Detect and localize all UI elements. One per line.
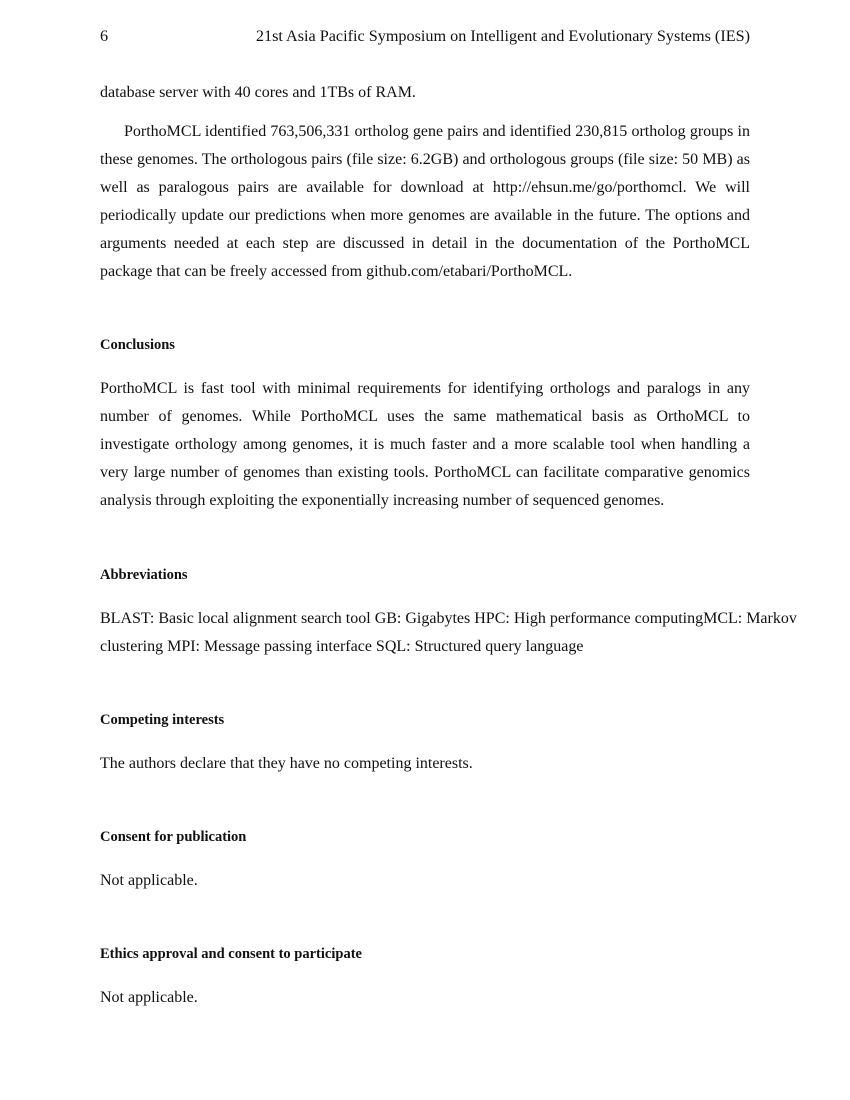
- consent-paragraph: Not applicable.: [100, 872, 198, 889]
- ethics-heading: Ethics approval and consent to participate: [100, 946, 362, 962]
- results-continuation: database server with 40 cores and 1TBs of RAM.: [100, 84, 416, 101]
- conclusions-heading: Conclusions: [100, 337, 175, 353]
- page-number: 6: [100, 27, 109, 45]
- competing-interests-paragraph: The authors declare that they have no competing interests.: [100, 755, 473, 772]
- results-paragraph: PorthoMCL identified 763,506,331 ortholog gene pairs and identified 230,815 ortholog groups in these genomes. The orthologous pairs (file size: 6.2GB) and orthologous groups (file size: 50 MB) as well as paralogous pairs are available for download at http://ehsun.me/go/porthomcl. We will periodically update our predictions when more genomes are available in the future. The options and arguments needed at each step are discussed in detail in the documentation of the PorthoMCL package that can be freely accessed from github.com/etabari/PorthoMCL.: [100, 123, 750, 280]
- consent-heading: Consent for publication: [100, 829, 247, 845]
- journal-title: 21st Asia Pacific Symposium on Intelligent and Evolutionary Systems (IES): [255, 27, 750, 45]
- running-header: [100, 26, 750, 48]
- conclusions-paragraph: PorthoMCL is fast tool with minimal requirements for identifying orthologs and paralogs in any number of genomes. While PorthoMCL uses the same mathematical basis as OrthoMCL to investigate orthology among genomes, it is much faster and a more scalable tool when handling a very large number of genomes than existing tools. PorthoMCL can facilitate comparative genomics analysis through exploiting the exponentially increasing number of sequenced genomes.: [100, 380, 750, 509]
- abbreviations-paragraph: BLAST: Basic local alignment search tool GB: Gigabytes HPC: High performance computingMCL: Markov clustering MPI: Message passing interface SQL: Structured query language: [100, 610, 797, 655]
- competing-interests-heading: Competing interests: [100, 712, 225, 728]
- abbreviations-heading: Abbreviations: [100, 567, 188, 583]
- ethics-paragraph: Not applicable.: [100, 989, 198, 1006]
